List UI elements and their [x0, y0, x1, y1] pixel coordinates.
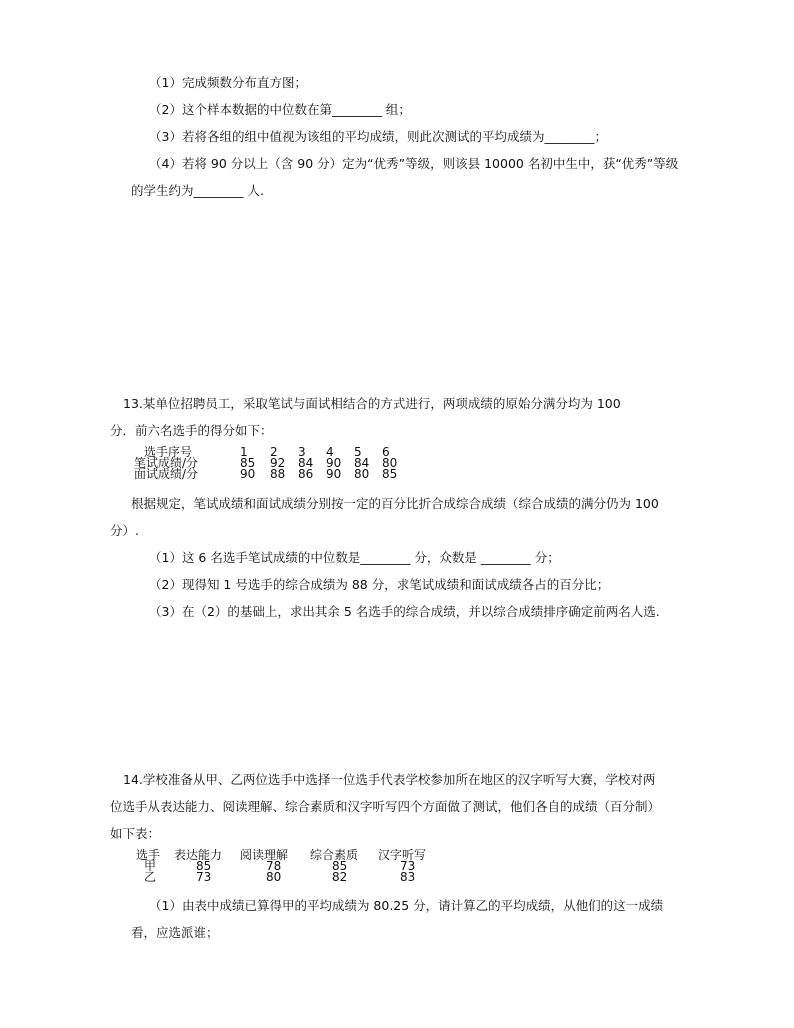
q14-score-table — [136, 850, 448, 883]
table-header-label: 选手序号 — [144, 445, 193, 459]
table-cell: 80 — [382, 456, 398, 470]
table-row-label: 甲 — [144, 859, 157, 873]
table-cell: 88 — [270, 467, 286, 481]
table-header: 表达能力 — [174, 848, 223, 862]
q12-part-2: （2）这个样本数据的中位数在第________ 组； — [149, 102, 411, 117]
table-cell: 90 — [240, 467, 256, 481]
q12-part-3: （3）若将各组的组中值视为该组的平均成绩，则此次测试的平均成绩为________； — [149, 129, 607, 144]
q13-part-1: （1）这 6 名选手笔试成绩的中位数是________ 分，众数是 ________ 分； — [149, 550, 560, 565]
q13-part-2: （2）现得知 1 号选手的综合成绩为 88 分，求笔试成绩和面试成绩各占的百分比； — [149, 577, 610, 592]
table-header: 选手 — [136, 848, 161, 862]
table-cell: 6 — [382, 445, 390, 459]
q14-part-1: （1）由表中成绩已算得甲的平均成绩为 80.25 分，请计算乙的平均成绩，从他们的这一成绩 — [149, 898, 664, 913]
q12-part-4-cont: 的学生约为________ 人. — [131, 183, 264, 198]
table-cell: 80 — [266, 870, 282, 884]
table-cell: 2 — [270, 445, 278, 459]
table-cell: 3 — [298, 445, 306, 459]
table-row-label: 乙 — [144, 870, 157, 884]
q14-intro-line-3: 如下表： — [110, 826, 161, 841]
table-cell: 85 — [240, 456, 256, 470]
q13-score-table — [134, 447, 410, 480]
table-header: 汉字听写 — [378, 848, 427, 862]
table-cell: 90 — [326, 456, 342, 470]
table-cell: 5 — [354, 445, 362, 459]
table-cell: 85 — [332, 859, 348, 873]
q13-part-3: （3）在（2）的基础上，求出其余 5 名选手的综合成绩，并以综合成绩排序确定前两名人选. — [149, 604, 660, 619]
table-cell: 84 — [354, 456, 370, 470]
q13-intro-line-2: 分．前六名选手的得分如下： — [110, 423, 273, 438]
table-cell: 84 — [298, 456, 314, 470]
table-row-label: 面试成绩/分 — [134, 467, 199, 481]
q13-rule-line-2: 分）. — [110, 523, 139, 538]
table-cell: 82 — [332, 870, 348, 884]
table-header: 阅读理解 — [240, 848, 289, 862]
table-cell: 73 — [400, 859, 416, 873]
table-row-label: 笔试成绩/分 — [134, 456, 199, 470]
q12-part-4: （4）若将 90 分以上（含 90 分）定为“优秀”等级，则该县 10000 名初中生中，获“优秀”等级 — [149, 156, 679, 171]
table-cell: 78 — [266, 859, 282, 873]
table-cell: 90 — [326, 467, 342, 481]
q14-intro-line-2: 位选手从表达能力、阅读理解、综合素质和汉字听写四个方面做了测试，他们各自的成绩（百分制） — [110, 799, 661, 814]
table-header: 综合素质 — [310, 848, 359, 862]
table-cell: 85 — [196, 859, 212, 873]
table-cell: 4 — [326, 445, 334, 459]
table-cell: 73 — [196, 870, 212, 884]
table-cell: 1 — [240, 445, 248, 459]
table-cell: 85 — [382, 467, 398, 481]
table-cell: 80 — [354, 467, 370, 481]
q14-intro-line-1: 14.学校准备从甲、乙两位选手中选择一位选手代表学校参加所在地区的汉字听写大赛，学校对两 — [123, 772, 656, 787]
q13-intro-line-1: 13.某单位招聘员工，采取笔试与面试相结合的方式进行，两项成绩的原始分满分均为 100 — [123, 396, 621, 411]
q14-part-1-cont: 看，应选派谁； — [131, 925, 219, 940]
q12-part-1: （1）完成频数分布直方图； — [149, 75, 307, 90]
table-cell: 86 — [298, 467, 314, 481]
table-cell: 92 — [270, 456, 286, 470]
table-cell: 83 — [400, 870, 416, 884]
table-row — [136, 872, 448, 883]
q13-rule-line-1: 根据规定，笔试成绩和面试成绩分别按一定的百分比折合成综合成绩（综合成绩的满分仍为 100 — [131, 496, 659, 511]
table-row — [134, 469, 410, 480]
